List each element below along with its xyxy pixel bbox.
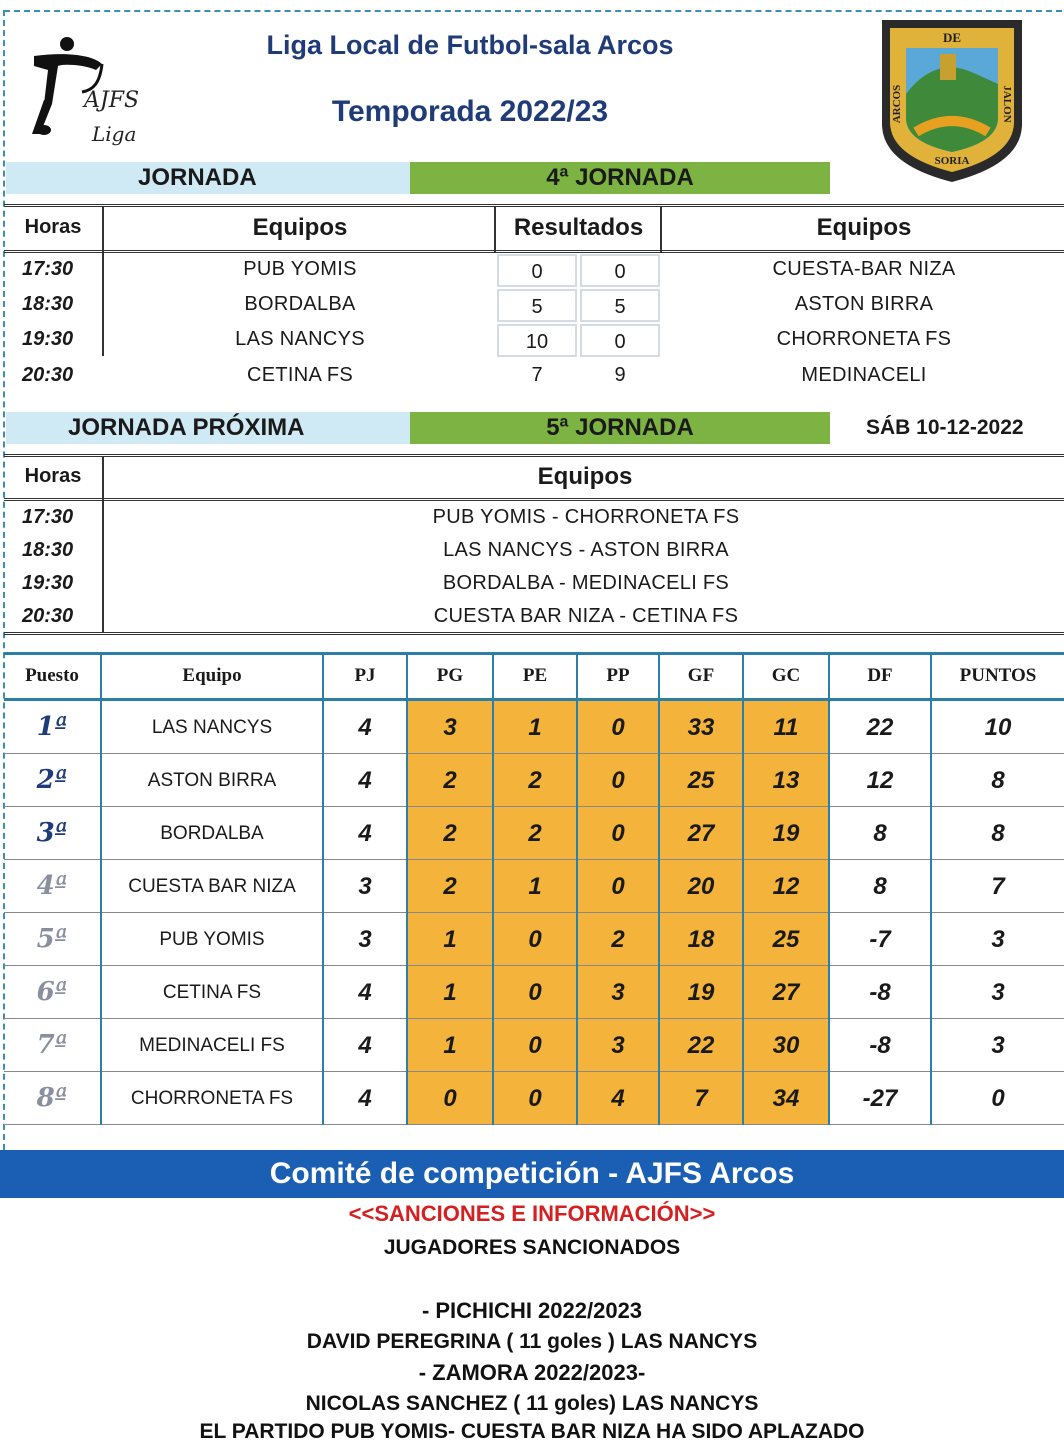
standings-cell-pg: 2 — [408, 860, 492, 913]
standings-header-gf: GF — [687, 665, 715, 686]
standings-column-divider — [828, 654, 830, 1125]
standings-team-name: MEDINACELI FS — [139, 1035, 285, 1056]
standings-position: 7ª — [36, 1030, 68, 1060]
standings-cell-df: 12 — [866, 767, 894, 794]
standings-team-name: LAS NANCYS — [151, 717, 273, 738]
standings-column-divider — [492, 654, 494, 1125]
standings-cell-pp: 4 — [578, 1072, 658, 1125]
crest-text-arcos: ARCOS — [891, 84, 903, 124]
match-away-team: CUESTA-BAR NIZA — [772, 258, 956, 280]
standings-team-name: CETINA FS — [162, 982, 262, 1003]
standings-cell-pe: 0 — [494, 913, 576, 966]
zamora-title: - ZAMORA 2022/2023- — [418, 1360, 646, 1385]
crest-text-jalon: JALON — [1001, 85, 1013, 123]
sanctioned-players-heading: JUGADORES SANCIONADOS — [383, 1236, 681, 1259]
results-table-top-line — [4, 204, 1064, 207]
standings-cell-pg: 3 — [408, 701, 492, 754]
standings-position: 3ª — [36, 818, 68, 848]
standings-team-name: PUB YOMIS — [159, 929, 265, 950]
standings-cell-gc: 13 — [744, 754, 828, 807]
crest-text-de: DE — [942, 30, 962, 45]
logo-text-ajfs: AJFS — [84, 88, 140, 113]
standings-cell-pts: 3 — [991, 979, 1005, 1006]
standings-cell-pe: 0 — [494, 966, 576, 1019]
standings-cell-pj: 3 — [358, 873, 372, 900]
crest-text-soria: SORIA — [934, 155, 970, 167]
standings-cell-pj: 4 — [358, 767, 372, 794]
fixtures-table-bottom-line — [4, 632, 1064, 635]
standings-team-name: BORDALBA — [160, 823, 264, 844]
standings-column-divider — [658, 654, 660, 1125]
standings-cell-df: -8 — [869, 1032, 891, 1059]
standings-position: 1ª — [36, 712, 68, 742]
match-away-team: ASTON BIRRA — [794, 293, 934, 315]
results-divider-teams — [494, 206, 496, 252]
standings-cell-pe: 0 — [494, 1072, 576, 1125]
results-header-hours: Horas — [24, 216, 82, 238]
standings-cell-pp: 3 — [578, 966, 658, 1019]
fixture-teams: BORDALBA - MEDINACELI FS — [442, 572, 730, 594]
standings-cell-pts: 8 — [991, 820, 1005, 847]
standings-position: 5ª — [36, 924, 68, 954]
standings-header-pj: PJ — [354, 665, 376, 686]
fixture-time: 20:30 — [22, 605, 74, 627]
standings-cell-gf: 18 — [660, 913, 742, 966]
round-name: 4ª JORNADA — [546, 164, 694, 191]
match-home-goals: 10 — [497, 324, 577, 357]
standings-header-pp: PP — [606, 665, 630, 686]
match-away-team: CHORRONETA FS — [776, 328, 952, 350]
results-divider-results — [660, 206, 662, 252]
fixture-time: 17:30 — [22, 506, 74, 528]
arcos-crest-emblem — [876, 14, 1028, 186]
match-away-goals: 5 — [580, 289, 660, 322]
standings-header-puesto: Puesto — [25, 665, 79, 686]
fixture-time: 18:30 — [22, 539, 74, 561]
match-time: 20:30 — [22, 364, 74, 386]
fixtures-table-top-line — [4, 454, 1064, 457]
standings-team-name: ASTON BIRRA — [147, 770, 277, 791]
standings-cell-pts: 3 — [991, 1032, 1005, 1059]
standings-cell-pp: 2 — [578, 913, 658, 966]
league-title: Liga Local de Futbol-sala Arcos — [266, 30, 674, 60]
match-time: 17:30 — [22, 258, 74, 280]
standings-cell-gf: 19 — [660, 966, 742, 1019]
standings-cell-gc: 11 — [744, 701, 828, 754]
match-home-team: BORDALBA — [244, 293, 356, 315]
committee-banner: Comité de competición - AJFS Arcos — [0, 1150, 1064, 1198]
standings-cell-pg: 0 — [408, 1072, 492, 1125]
standings-cell-gc: 19 — [744, 807, 828, 860]
pichichi-title: - PICHICHI 2022/2023 — [421, 1298, 643, 1323]
fixtures-header-teams: Equipos — [537, 463, 633, 490]
match-away-goals: 9 — [614, 364, 626, 386]
standings-team-name: CUESTA BAR NIZA — [128, 876, 296, 897]
standings-column-divider — [930, 654, 932, 1125]
match-home-team: CETINA FS — [246, 364, 354, 386]
standings-cell-pj: 4 — [358, 1085, 372, 1112]
standings-position: 2ª — [36, 765, 68, 795]
standings-cell-df: -27 — [862, 1085, 898, 1112]
results-table-header-line — [4, 250, 1064, 253]
standings-cell-pj: 3 — [358, 926, 372, 953]
standings-cell-pj: 4 — [358, 1032, 372, 1059]
standings-cell-pp: 0 — [578, 754, 658, 807]
standings-cell-gf: 27 — [660, 807, 742, 860]
standings-cell-gf: 7 — [660, 1072, 742, 1125]
standings-cell-gf: 33 — [660, 701, 742, 754]
season-title: Temporada 2022/23 — [331, 95, 609, 128]
fixture-teams: PUB YOMIS - CHORRONETA FS — [432, 506, 740, 528]
standings-cell-df: -8 — [869, 979, 891, 1006]
standings-column-divider — [742, 654, 744, 1125]
standings-header-puntos: PUNTOS — [959, 665, 1037, 686]
standings-cell-gc: 34 — [744, 1072, 828, 1125]
standings-cell-pp: 3 — [578, 1019, 658, 1072]
standings-cell-pj: 4 — [358, 979, 372, 1006]
standings-header-equipo: Equipo — [182, 665, 242, 686]
standings-cell-pts: 8 — [991, 767, 1005, 794]
standings-cell-pj: 4 — [358, 820, 372, 847]
standings-header-df: DF — [867, 665, 893, 686]
standings-header-gc: GC — [771, 665, 801, 686]
standings-cell-gf: 20 — [660, 860, 742, 913]
match-away-team: MEDINACELI — [801, 364, 927, 386]
fixture-teams: CUESTA BAR NIZA - CETINA FS — [433, 605, 739, 627]
fixture-teams: LAS NANCYS - ASTON BIRRA — [443, 539, 729, 561]
standings-cell-pe: 2 — [494, 807, 576, 860]
sanctions-heading: <<SANCIONES E INFORMACIÓN>> — [348, 1201, 716, 1226]
standings-row-line — [4, 1124, 1064, 1125]
match-away-goals: 0 — [580, 254, 660, 287]
standings-cell-pe: 0 — [494, 1019, 576, 1072]
results-header-home-teams: Equipos — [252, 214, 348, 241]
standings-position: 8ª — [36, 1083, 68, 1113]
zamora-text: NICOLAS SANCHEZ ( 11 goles) LAS NANCYS — [305, 1392, 759, 1415]
standings-cell-pg: 1 — [408, 1019, 492, 1072]
standings-table — [0, 654, 1064, 1128]
standings-cell-df: 22 — [866, 714, 894, 741]
round-label: JORNADA — [138, 164, 257, 191]
standings-cell-pts: 3 — [991, 926, 1005, 953]
match-time: 19:30 — [22, 328, 74, 350]
match-home-team: PUB YOMIS — [243, 258, 357, 280]
match-home-goals: 7 — [531, 364, 543, 386]
match-away-goals: 0 — [580, 324, 660, 357]
logo-text-liga: Liga — [92, 122, 137, 146]
standings-cell-df: 8 — [873, 820, 887, 847]
standings-header-pg: PG — [436, 665, 464, 686]
standings-column-divider — [576, 654, 578, 1125]
fixtures-header-hours: Horas — [24, 465, 82, 487]
standings-cell-pe: 1 — [494, 701, 576, 754]
standings-cell-pts: 10 — [984, 714, 1012, 741]
standings-cell-pg: 1 — [408, 913, 492, 966]
standings-cell-gf: 22 — [660, 1019, 742, 1072]
match-time: 18:30 — [22, 293, 74, 315]
standings-column-divider — [406, 654, 408, 1125]
page-border-top — [4, 10, 1062, 12]
standings-column-divider — [322, 654, 324, 1125]
standings-cell-gf: 25 — [660, 754, 742, 807]
standings-cell-pe: 2 — [494, 754, 576, 807]
standings-position: 4ª — [36, 871, 68, 901]
fixtures-divider-hours — [102, 456, 104, 632]
standings-cell-df: 8 — [873, 873, 887, 900]
standings-cell-pp: 0 — [578, 860, 658, 913]
standings-cell-pj: 4 — [358, 714, 372, 741]
standings-cell-gc: 30 — [744, 1019, 828, 1072]
standings-cell-pts: 7 — [991, 873, 1005, 900]
next-round-date: SÁB 10-12-2022 — [866, 416, 1024, 439]
results-divider-hours — [102, 206, 104, 356]
pichichi-text: DAVID PEREGRINA ( 11 goles ) LAS NANCYS — [306, 1330, 758, 1353]
next-round-label: JORNADA PRÓXIMA — [68, 414, 305, 441]
standings-top-line — [4, 652, 1064, 655]
results-header-results: Resultados — [513, 214, 644, 241]
fixtures-table-header-line — [4, 498, 1064, 501]
standings-cell-pg: 1 — [408, 966, 492, 1019]
standings-cell-pe: 1 — [494, 860, 576, 913]
standings-team-name: CHORRONETA FS — [130, 1088, 294, 1109]
standings-position: 6ª — [36, 977, 68, 1007]
results-header-away-teams: Equipos — [816, 214, 912, 241]
next-round-name: 5ª JORNADA — [546, 414, 694, 441]
standings-cell-gc: 27 — [744, 966, 828, 1019]
match-home-team: LAS NANCYS — [235, 328, 365, 350]
standings-cell-df: -7 — [869, 926, 891, 953]
standings-cell-pp: 0 — [578, 807, 658, 860]
standings-cell-pg: 2 — [408, 754, 492, 807]
standings-cell-pp: 0 — [578, 701, 658, 754]
standings-cell-gc: 25 — [744, 913, 828, 966]
postponed-match-note: EL PARTIDO PUB YOMIS- CUESTA BAR NIZA HA SIDO APLAZADO — [199, 1420, 865, 1443]
standings-cell-pts: 0 — [991, 1085, 1005, 1112]
match-home-goals: 5 — [497, 289, 577, 322]
standings-cell-gc: 12 — [744, 860, 828, 913]
standings-header-pe: PE — [522, 665, 548, 686]
match-home-goals: 0 — [497, 254, 577, 287]
fixture-time: 19:30 — [22, 572, 74, 594]
standings-column-divider — [100, 654, 102, 1125]
standings-cell-pg: 2 — [408, 807, 492, 860]
